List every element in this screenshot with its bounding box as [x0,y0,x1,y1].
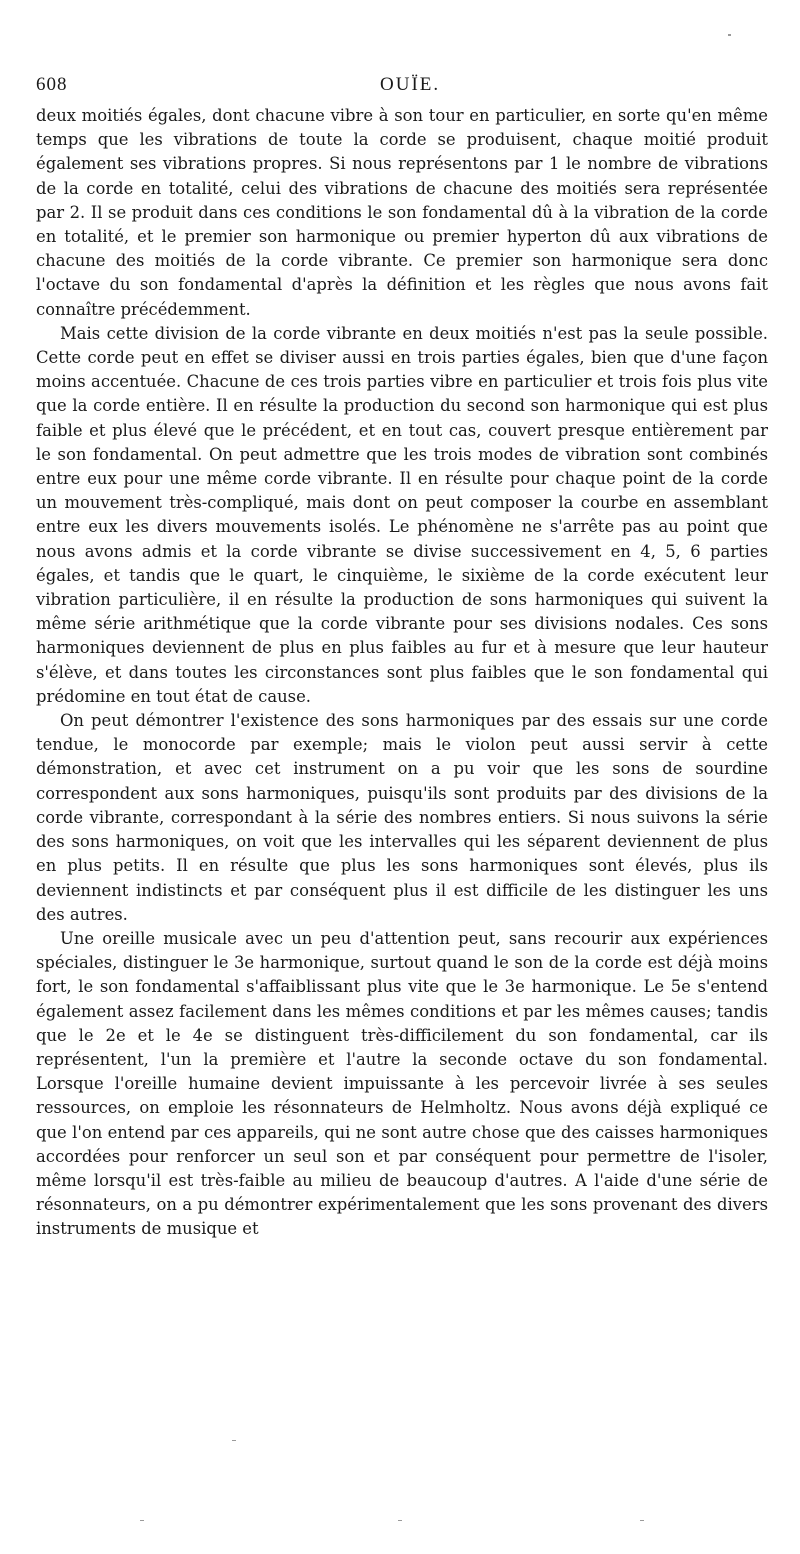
document-page [36,70,768,1242]
scan-speck [640,1520,644,1521]
scan-speck [398,1520,402,1521]
scan-speck [140,1520,144,1521]
running-title: OUÏE. [380,74,441,95]
paragraph-4: Une oreille musicale avec un peu d'attention peut, sans recourir aux expériences spéciales, distinguer le 3e harmonique, surtout quand le son de la corde est déjà moins fort, le son fondamental s'affaiblissant plus vite que le 3e harmonique. Le 5e s'entend également assez facilement dans les mêmes conditions et par les mêmes causes; tandis que le 2e et le 4e se distinguent très-difficilement du son fondamental, car ils représentent, l'un la première et l'autre la seconde octave du son fondamental. Lorsque l'oreille humaine devient impuissante à les percevoir livrée à ses seules ressources, on emploie les résonnateurs de Helmholtz. Nous avons déjà expliqué ce que l'on entend par ces appareils, qui ne sont autre chose que des caisses harmoniques accordées pour renforcer un seul son et par conséquent pour permettre de l'isoler, même lorsqu'il est très-faible au milieu de beaucoup d'autres. A l'aide d'une série de résonnateurs, on a pu démontrer expérimentalement que les sons provenant des divers instruments de musique et [36,928,768,1239]
scan-speck [728,34,731,36]
paragraph-2: Mais cette division de la corde vibrante en deux moitiés n'est pas la seule possible. Cette corde peut en effet se diviser aussi en trois parties égales, bien que d'une façon moins accentuée. Chacune de ces trois parties vibre en particulier et trois fois plus vite que la corde entière. Il en résulte la production du second son harmonique qui est plus faible et plus élevé que le précédent, et en tout cas, couvert presque entièrement par le son fondamental. On peut admettre que les trois modes de vibration sont combinés entre eux pour une même corde vibrante. Il en résulte pour chaque point de la corde un mouvement très-compliqué, mais dont on peut composer la courbe en assemblant entre eux les divers mouvements isolés. Le phénomène ne s'arrête pas au point que nous avons admis et la corde vibrante se divise successivement en 4, 5, 6 parties égales, et tandis que le quart, le cinquième, le sixième de la corde exécutent leur vibration particulière, il en résulte la production de sons harmoniques qui suivent la même série arithmétique que la corde vibrante pour ses divisions nodales. Ces sons harmoniques deviennent de plus en plus faibles au fur et à mesure que leur hauteur s'élève, et dans toutes les circonstances sont plus faibles que le son fondamental qui prédomine en tout état de cause. [36,323,768,706]
paragraph-3: On peut démontrer l'existence des sons harmoniques par des essais sur une corde tendue, le monocorde par exemple; mais le violon peut aussi servir à cette démonstration, et avec cet instrument on a pu voir que les sons de sourdine correspondent aux sons harmoniques, puisqu'ils sont produits par des divisions de la corde vibrante, correspondant à la série des nombres entiers. Si nous suivons la série des sons harmoniques, on voit que les intervalles qui les séparent deviennent de plus en plus petits. Il en résulte que plus les sons harmoniques sont élevés, plus ils deviennent indistincts et par conséquent plus il est difficile de les distinguer les uns des autres. [36,711,768,924]
page-number: 608 [36,74,68,95]
running-header [36,70,768,104]
body-text [36,104,768,1242]
scan-speck [232,1440,236,1441]
paragraph-1: deux moitiés égales, dont chacune vibre à son tour en particulier, en sorte qu'en même temps que les vibrations de toute la corde se produisent, chaque moitié produit également ses vibrations propres. Si nous représentons par 1 le nombre de vibrations de la corde en totalité, celui des vibrations de chacune des moitiés sera représentée par 2. Il se produit dans ces conditions le son fondamental dû à la vibration de la corde en totalité, et le premier son harmonique ou premier hyperton dû aux vibrations de chacune des moitiés de la corde vibrante. Ce premier son harmonique sera donc l'octave du son fondamental d'après la définition et les règles que nous avons fait connaître précédemment. [36,106,768,319]
